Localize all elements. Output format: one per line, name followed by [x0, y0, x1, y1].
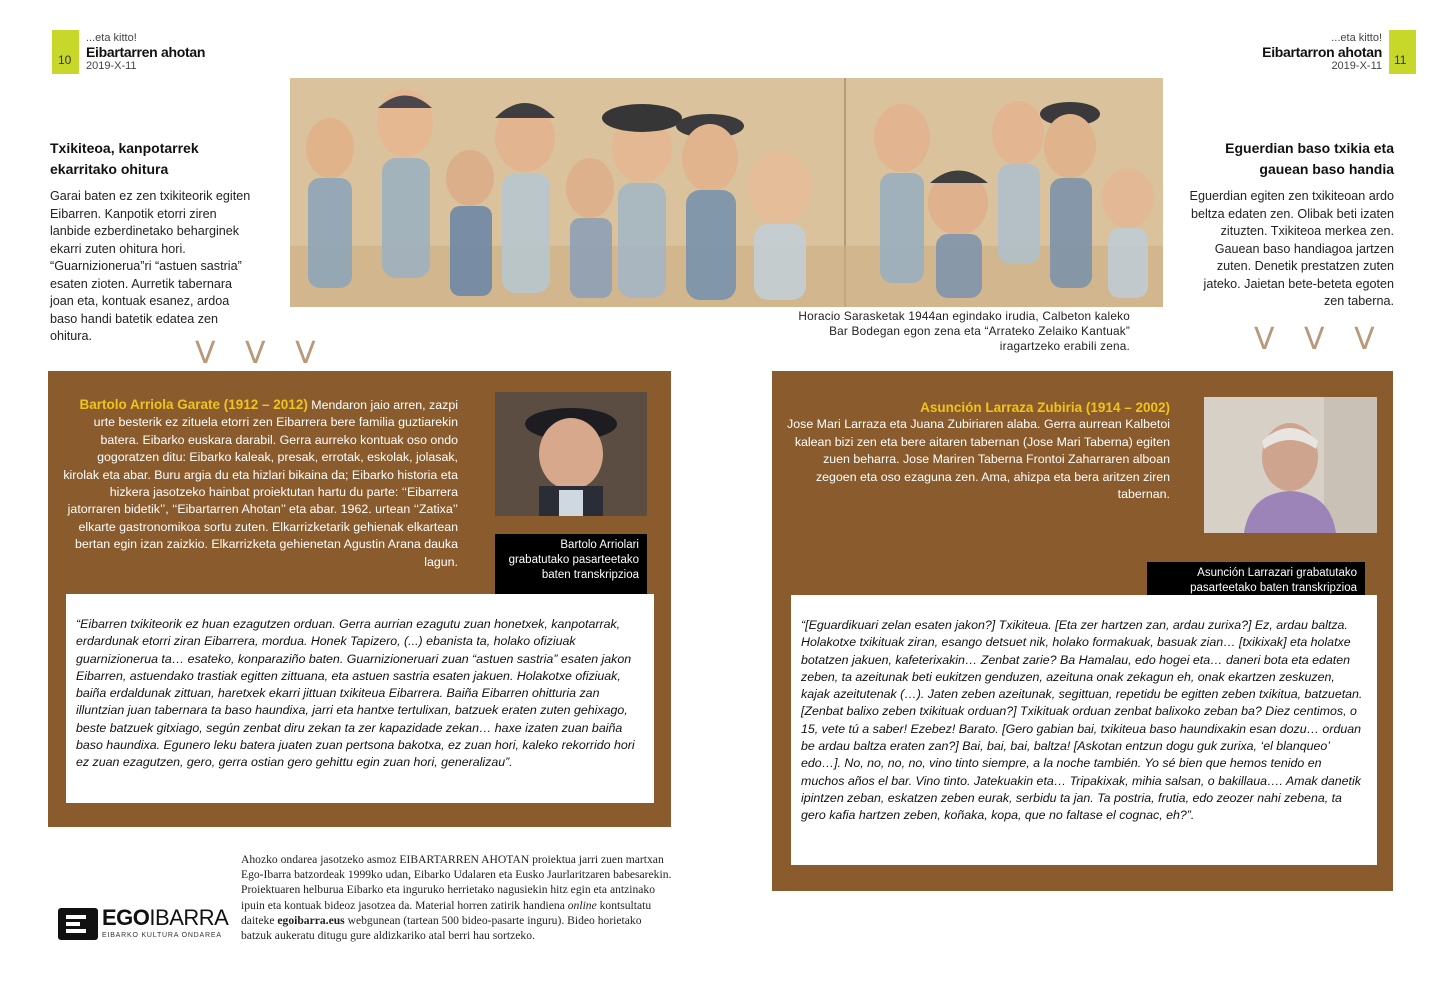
right-page-number: 11: [1394, 53, 1407, 67]
egoibarra-logo-text: [102, 906, 228, 930]
right-profile-bio-block: [780, 399, 1170, 503]
footer-text-part1: Ahozko ondarea jasotzeko asmoz EIBARTARREN AHOTAN proiektua jarri zuen martxan Ego-Ibarra batzordeak 1999ko udan, Eibarko Udalaren eta Eusko Jaurlaritzaren babesarekin. Proiektuaren helburua Eibarko eta inguruko herrietako nagusiekin hitz egin eta antzinako ipuin eta kontuak bideoz jasotzea da. Material horren zatirik handiena: [241, 853, 672, 912]
egoibarra-logo-icon: [58, 908, 98, 940]
right-header: [1222, 32, 1382, 73]
right-header-date: 2019-X-11: [1331, 60, 1382, 72]
right-quote-box: [791, 595, 1377, 865]
left-header-title: Eibartarren ahotan: [86, 44, 206, 60]
left-quote: “Eibarren txikiteorik ez huan ezagutzen orduan. Gerra aurrian ezagutu zuan honetxek, kanpotarrak, erdardunak etorri ziran Eibarrera, mordua. Honek Tapizero, (...) ebanista ta, holako ofiziuak guarnizionerua ta… esateko, konparaziño baten. Guarnizioneruari zuan “astuen sastria” esaten jakon Eibarren, astuendako trastiak egitten zittuana, eta astuen sastria esaten jakuen. Holakotxe ofiziuak, baiña erdaldunak zittuan, haretxek ekarri jittuan txikiteua Eibarrera. Baiña Eibarren ohitturia zan illuntzian juan tabernara ta baso haundixa, jarri eta hantxe tertulixan, batzuek eraten zuten gehixago, beste batzuek gitxiago, según zenbat diru zekan ta zer kapazidade zekan… haxe izaten zuan baiña baso haundixa. Egunero leku batera juaten zuan pertsona bakotxa, ez zuan hori, kaleko rekorrido hori ez zuan ezagutzen, gero, gerra ostian gero gehittu egin zuan hori, generalizau”.: [76, 617, 635, 770]
right-profile-bio: Jose Mari Larraza eta Juana Zubiriaren alaba. Gerra aurrean Kalbetoi kalean bizi zen eta bere aitaren tabernan (Jose Mari Taberna) egiten zuen beharra. Jose Mariren Taberna Frontoi Zaharraren alboan zegoen eta oso ezaguna zen. Ama, ahizpa eta bera aritzen ziren tabernan.: [787, 417, 1170, 502]
footer-text-part3: webgunean (tartean 500 bideo-pasarte inguru). Bideo horietako batzuk aukeratu ditugu gure aldizkariko atal berri hau sortzeko.: [241, 913, 642, 943]
left-sidebar-text: Garai baten ez zen txikiteorik egiten Eibarren. Kanpotik etorri ziren lanbide ezberdinetako beharginek ekarri zuten ohitura hori. “Guarnizionerua”ri “astuen sastria” esaten zioten. Aurretik tabernara joan eta, kontuak esanez, ardoa baso handi batetik edatea zen ohitura.: [50, 189, 251, 343]
egoibarra-logo-subtitle: EIBARKO KULTURA ONDAREA: [102, 932, 222, 939]
left-arrows: V V V: [195, 336, 326, 371]
right-page-number-tab: [1389, 30, 1416, 74]
left-sidebar: [50, 138, 260, 346]
left-quote-box: [66, 594, 654, 803]
right-arrows: V V V: [1254, 322, 1385, 357]
footer-site-link[interactable]: egoibarra.eus: [277, 913, 345, 927]
footer-text-online: online: [567, 898, 597, 912]
asuncion-portrait-photo: [1204, 397, 1377, 533]
left-profile-name: Bartolo Arriola Garate (1912 – 2012): [79, 397, 308, 412]
caricature-painting: [290, 78, 1163, 307]
painting-illustration: [290, 78, 1163, 307]
bartolo-portrait-photo: [495, 392, 647, 516]
right-sidebar-title: Eguerdian baso txikia eta gauean baso handia: [1225, 140, 1394, 177]
left-page-number-tab: [52, 30, 79, 74]
right-header-pretitle: ...eta kitto!: [1331, 32, 1382, 44]
right-header-title: Eibartarron ahotan: [1262, 44, 1382, 60]
right-sidebar-text: Eguerdian egiten zen txikiteoan ardo beltza edaten zen. Olibak beti izaten zituzten. Txikiteoa merkea zen. Gauean baso handiagoa jartzen zuten. Denetik prestatzen zuten jateko. Jaietan bete-beteta egoten zen taberna.: [1189, 189, 1394, 308]
logo-ego: EGO: [102, 905, 150, 930]
footer-text-part2: kontsultatu daiteke: [241, 898, 652, 927]
footer-text: [241, 852, 673, 943]
right-profile-name: Asunción Larraza Zubiria (1914 – 2002): [920, 400, 1170, 415]
right-sidebar: [1180, 138, 1394, 311]
right-photo-caption: Asunción Larrazari grabatutako pasarteetako baten transkripzioa: [1147, 562, 1365, 607]
egoibarra-logo: [58, 906, 228, 946]
left-photo-caption: Bartolo Arriolari grabatutako pasarteetako baten transkripzioa: [495, 534, 647, 604]
left-sidebar-title: Txikiteoa, kanpotarrek ekarritako ohitura: [50, 140, 199, 177]
right-quote: “[Eguardikuari zelan esaten jakon?] Txikiteua. [Eta zer hartzen zan, ardau zurixa?] Ez, ardau baltza. Holakotxe txikituak ziran, esango detsuet nik, holako formakuak, basuak zian… [txikixak] eta holatxe botatzen jakuen, kafeterixakin… Zenbat zarie? Ba Hamalau, edo hogei eta… daneri bota eta edaten zeben, ta azeitunak beti eukitzen genduzen, azeituna onak zekagun eh, onak ekartzen zeskuzen, kajak azeitutenak (…). Jaten zeben azeitunak, segittuan, repetidu be egitten zeben txikitua, batzuetan. [Zenbat balixo zeben txikituak orduan?] Txikituak orduan zenbat balixoko zeban ba? Diez centimos, o 15, vete tú a saber! Ezebez! Barato. [Gero gabian bai, txikiteua baso haundixakin esan dozu… orduan be ardau baltza eraten zan?] Bai, bai, bai, baltza! [Askotan entzun dogu guk zurixa, ‘el blanqueo’ edo…]. No, no, no, no, vino tinto siempre, a la noche también. Yo sé bien que hemos tenido en muchos años el bar. Vino tinto. Jatekuakin eta… Tripakixak, mihia salsan, o bakillaua…. Amak danetik ipintzen zeban, eskatzen zeben eurak, serbidu ta jan. Ta postria, frutia, edo zeozer nahi zebena, ta gero kafia hartzen zeben, koñaka, kopa, que no faltase el cognac, eh?”.: [801, 618, 1363, 823]
left-header-date: 2019-X-11: [86, 60, 137, 72]
left-page-number: 10: [58, 53, 72, 67]
left-header: [86, 32, 246, 73]
left-header-pretitle: ...eta kitto!: [86, 32, 137, 44]
painting-caption: Horacio Sarasketak 1944an egindako irudia, Calbeton kaleko Bar Bodegan egon zena eta “Arrateko Zelaiko Kantuak” iragartzeko erabili zena.: [798, 309, 1130, 353]
left-profile-bio: Mendaron jaio arren, zazpi urte besterik ez zituela etorri zen Eibarrera bere familia guztiarekin batera. Eibarko euskara darabil. Gerra aurreko kontuak oso ondo gogoratzen ditu: Eibarko kaleak, presak, errotak, eskolak, jolasak, kirolak eta abar. Buru argia du eta hizlari bikaina da; Eibarko historia eta hizkera jasotzeko hainbat proiektutan hartu du parte: ‘‘Eibarrera jatorraren bidetik’’, ‘‘Eibartarren Ahotan’’ eta abar. 1962. urtean ‘‘Zatixa’’ elkarte gastronomikoa sortu zuten. Elkarrizketarik gehienak elkartean bertan egin izan zaizkio. Elkarrizketa gehienetan Agustin Arana dauka lagun.: [63, 398, 458, 569]
logo-ibarra: IBARRA: [149, 905, 229, 930]
left-profile-bio-block: [60, 396, 458, 571]
